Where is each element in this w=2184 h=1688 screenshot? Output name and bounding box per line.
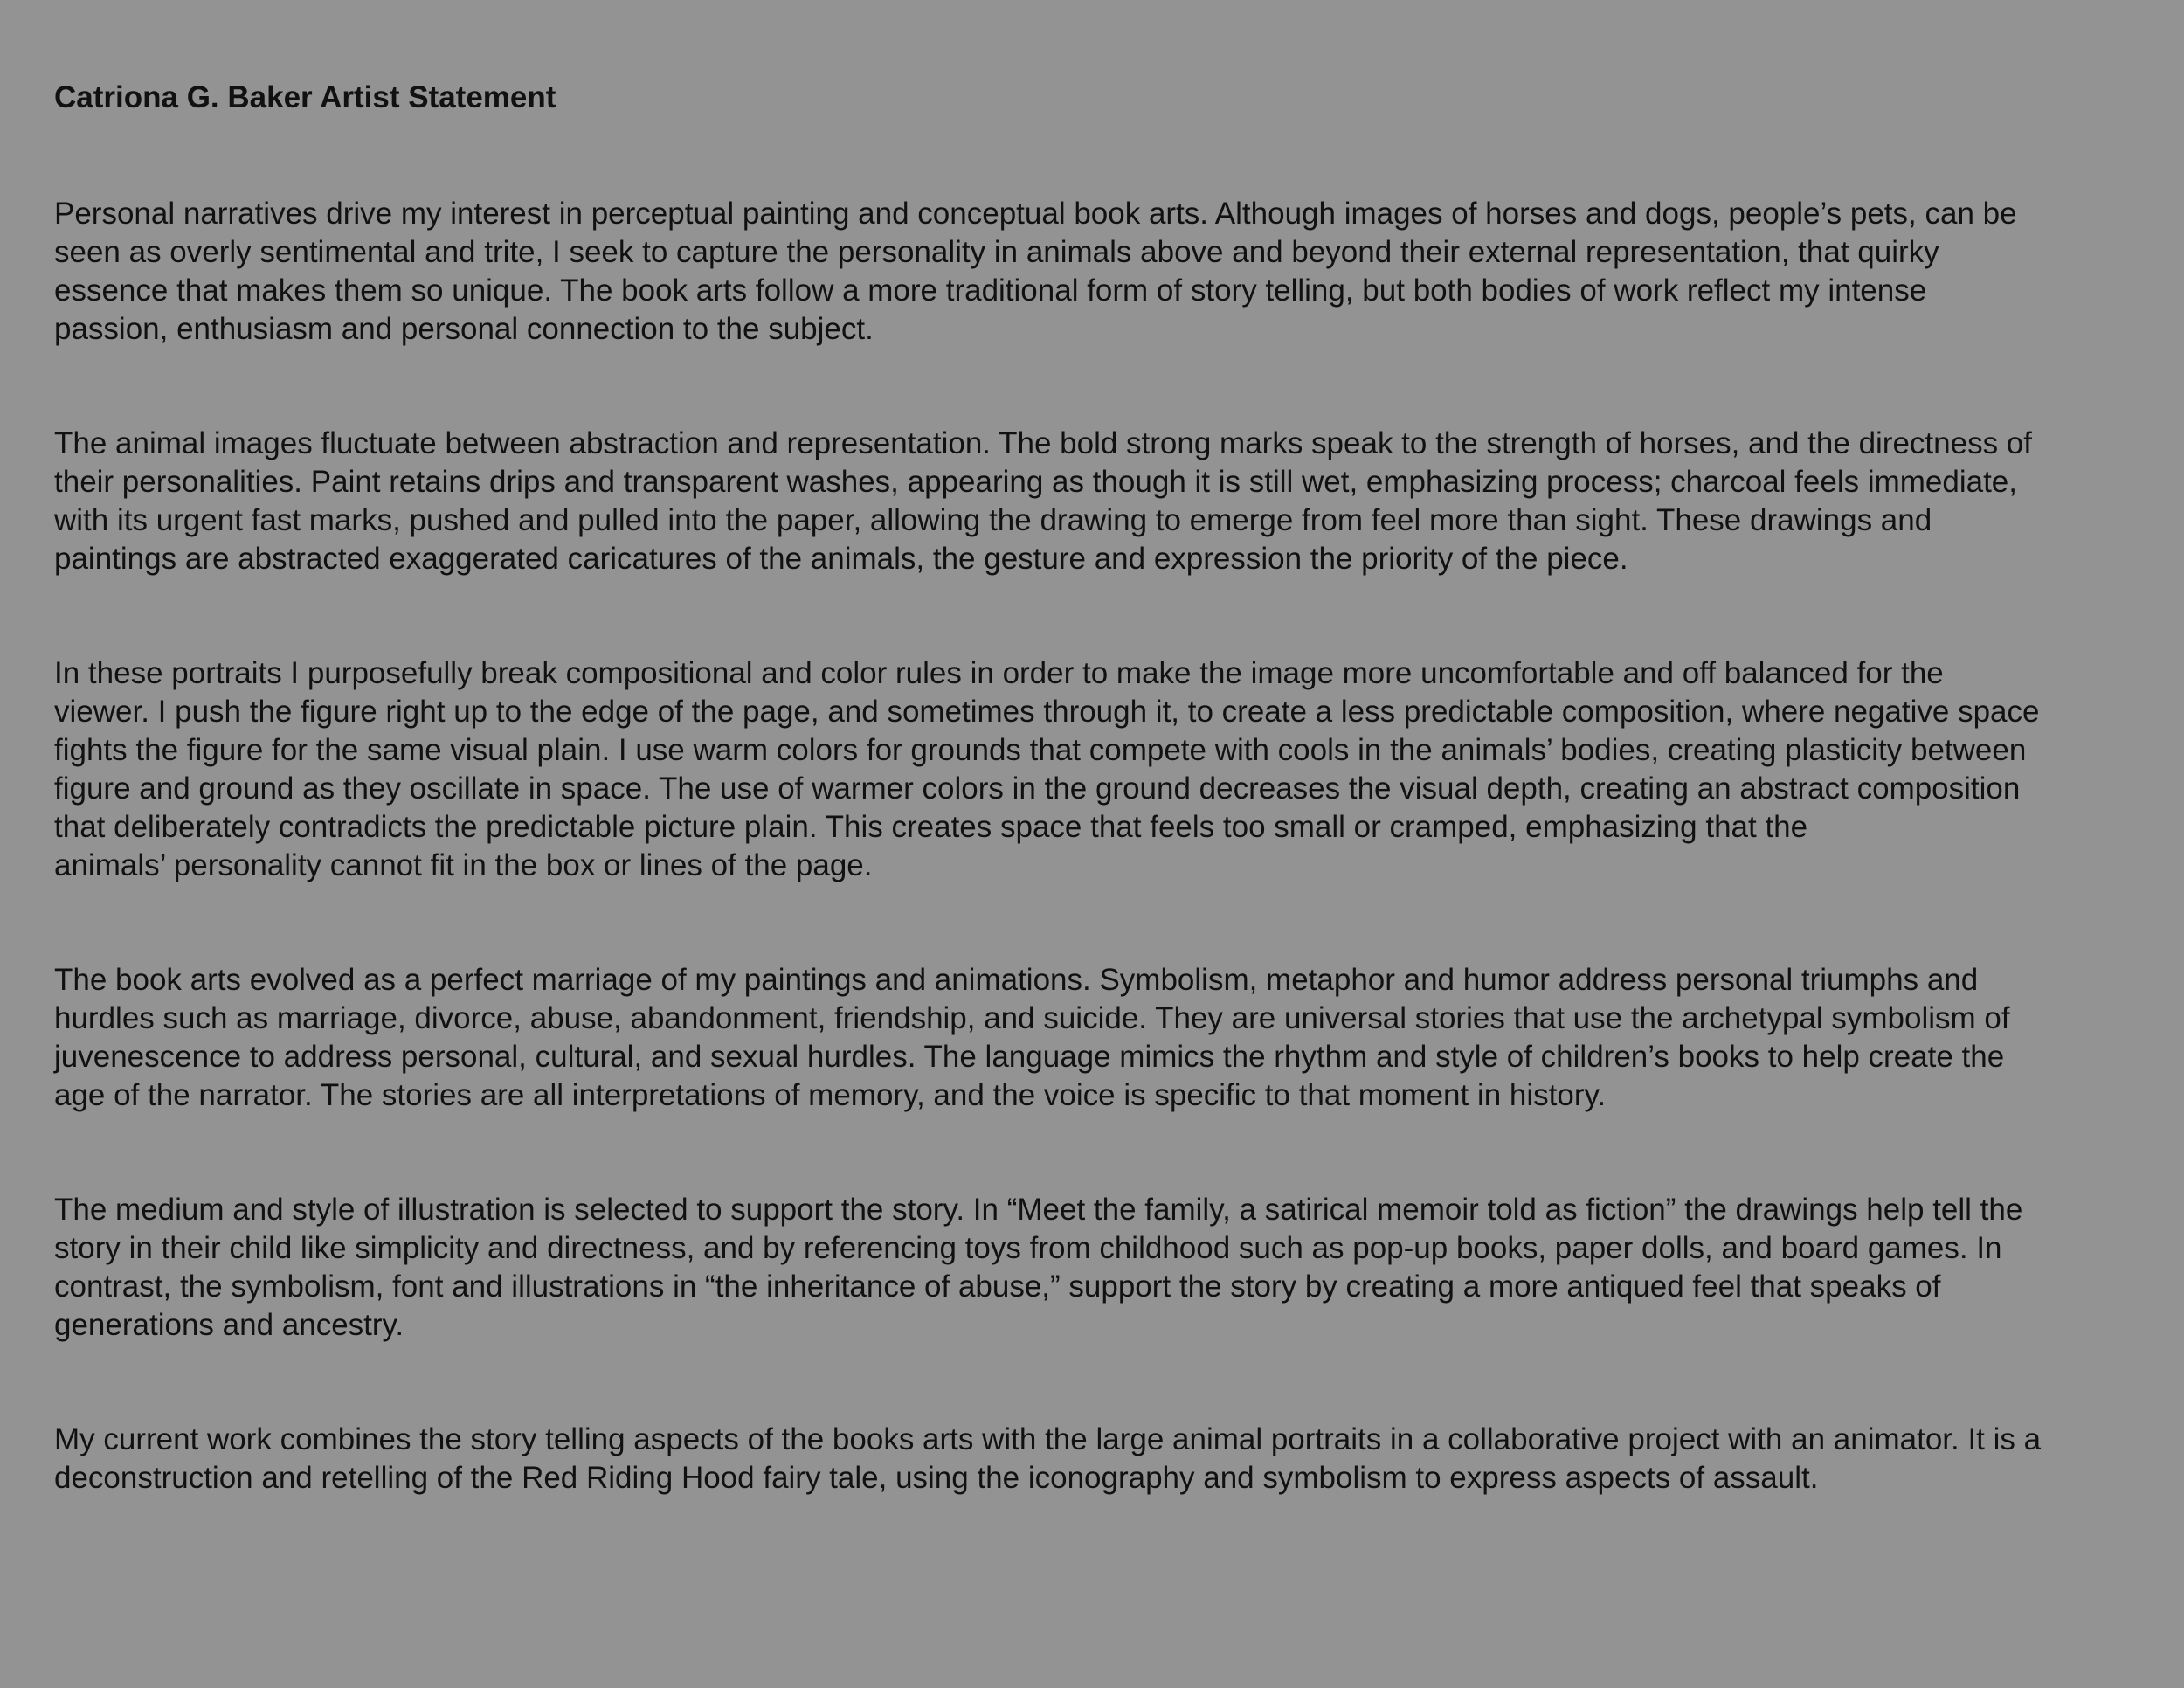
document-title: Catriona G. Baker Artist Statement: [54, 80, 556, 114]
paragraph-medium-style: The medium and style of illustration is selected to support the story. In “Meet the family, a satirical memoir told as fiction” the drawings help tell the story in their child like simplicity and directness, and by referencing toys from childhood such as pop-up books, paper dolls, and board games. In contrast, the symbolism, font and illustrations in “the inheritance of abuse,” support the story by creating a more antiqued feel that speaks of generations and ancestry.: [54, 1193, 2023, 1342]
paragraph-book-arts: The book arts evolved as a perfect marriage of my paintings and animations. Symbolism, metaphor and humor address personal triumphs and hurdles such as marriage, divorce, abuse, abandonment, friendship, and suicide. They are universal stories that use the archetypal symbolism of juvenescence to address personal, cultural, and sexual hurdles. The language mimics the rhythm and style of children’s books to help create the age of the narrator. The stories are all interpretations of memory, and the voice is specific to that moment in history.: [54, 963, 2010, 1112]
paragraph-current-work: My current work combines the story telling aspects of the books arts with the large animal portraits in a collaborative project with an animator. It is a deconstruction and retelling of the Red Riding Hood fairy tale, using the iconography and symbolism to express aspects of assault.: [54, 1422, 2042, 1495]
document-page: [54, 79, 2151, 1574]
paragraph-portraits: In these portraits I purposefully break compositional and color rules in order to make the image more uncomfortable and off balanced for the viewer. I push the figure right up to the edge of the page, and sometimes through it, to create a less predictable composition, where negative space fights the figure for the same visual plain. I use warm colors for grounds that compete with cools in the animals’ bodies, creating plasticity between figure and ground as they oscillate in space. The use of warmer colors in the ground decreases the visual depth, creating an abstract composition that deliberately contradicts the predictable picture plain. This creates space that feels too small or cramped, emphasizing that the animals’ personality cannot fit in the box or lines of the page.: [54, 656, 2040, 882]
paragraph-personal-narratives: Personal narratives drive my interest in perceptual painting and conceptual book arts. Although images of horses and dogs, people’s pets, can be seen as overly sentimental and trite, I seek to capture the personality in animals above and beyond their external representation, that quirky essence that makes them so unique. The book arts follow a more traditional form of story telling, but both bodies of work reflect my intense passion, enthusiasm and personal connection to the subject.: [54, 197, 2017, 346]
paragraph-animal-images: The animal images fluctuate between abstraction and representation. The bold strong marks speak to the strength of horses, and the directness of their personalities. Paint retains drips and transparent washes, appearing as though it is still wet, emphasizing process; charcoal feels immediate, with its urgent fast marks, pushed and pulled into the paper, allowing the drawing to emerge from feel more than sight. These drawings and paintings are abstracted exaggerated caricatures of the animals, the gesture and expression the priority of the piece.: [54, 426, 2032, 576]
